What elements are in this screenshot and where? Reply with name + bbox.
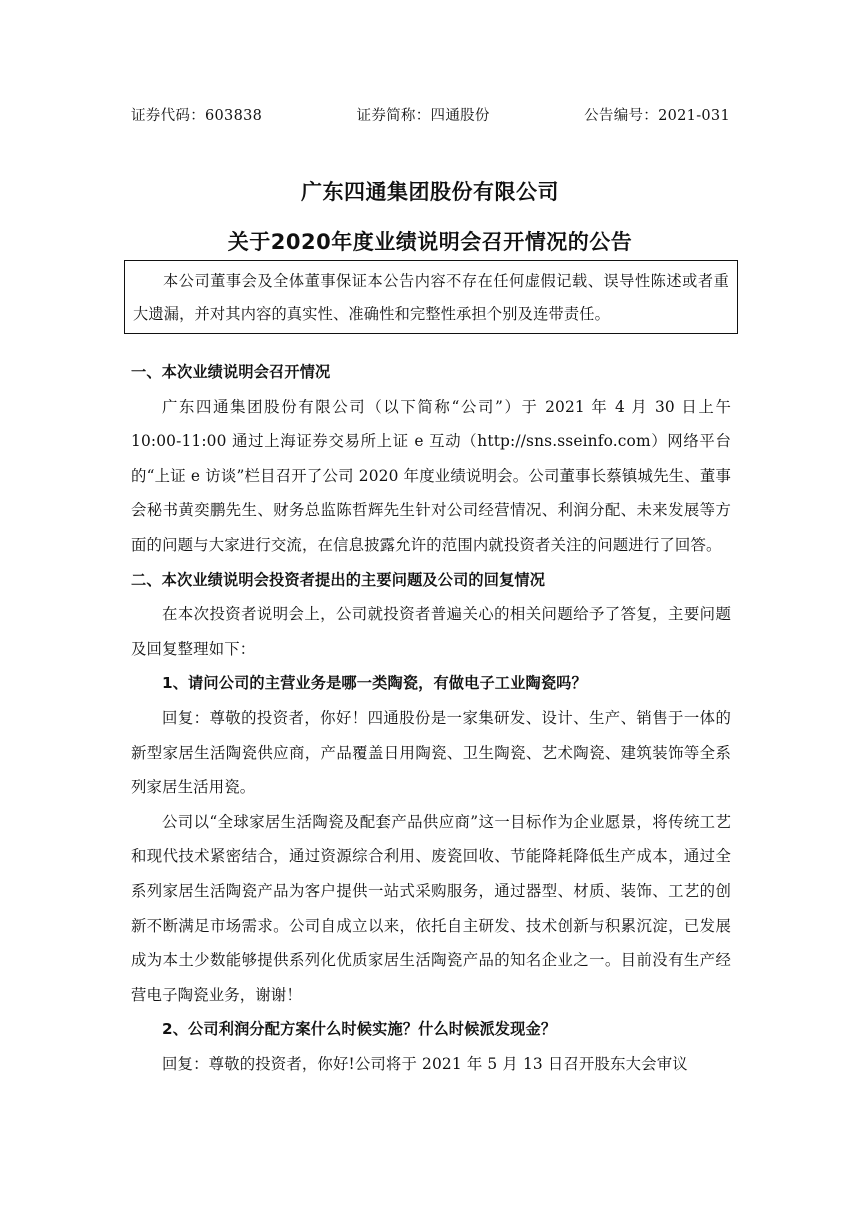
company-title: 广东四通集团股份有限公司 [301, 180, 559, 204]
section1-paragraph: 广东四通集团股份有限公司（以下简称“公司”）于 2021 年 4 月 30 日上午 10:00-11:00 通过上海证券交易所上证 e 互动（http://sns.sseinfo.com）网络平台的“上证 e 访谈”栏目召开了公司 2020 年度业绩说明会。公司董事长蔡镇城先生、董事会秘书黄奕鹏先生、财务总监陈哲辉先生针对公司经营情况、利润分配、未来发展等方面的问题与大家进行交流，在信息披露允许的范围内就投资者关注的问题进行了回答。 [131, 397, 731, 554]
section1-heading: 一、本次业绩说明会召开情况 [131, 363, 331, 381]
stock-abbreviation: 证券简称：四通股份 [356, 108, 490, 124]
stock-code: 证券代码：603838 [131, 108, 263, 124]
section2-heading: 二、本次业绩说明会投资者提出的主要问题及公司的回复情况 [131, 570, 546, 589]
question-2: 2、公司利润分配方案什么时候实施？什么时候派发现金？ [162, 1020, 557, 1039]
document-body [131, 355, 731, 1081]
question-1: 1、请问公司的主营业务是哪一类陶瓷，有做电子工业陶瓷吗？ [162, 674, 587, 693]
answer-2-paragraph-1: 回复：尊敬的投资者，你好!公司将于 2021 年 5 月 13 日召开股东大会审议 [162, 1054, 688, 1073]
board-guarantee-notice: 本公司董事会及全体董事保证本公告内容不存在任何虚假记载、误导性陈述或者重大遗漏，并对其内容的真实性、准确性和完整性承担个别及连带责任。 [124, 260, 738, 334]
answer-1-paragraph-1: 回复：尊敬的投资者，你好！四通股份是一家集研发、设计、生产、销售于一体的新型家居生活陶瓷供应商，产品覆盖日用陶瓷、卫生陶瓷、艺术陶瓷、建筑装饰等全系列家居生活用瓷。 [131, 708, 731, 797]
section2-intro: 在本次投资者说明会上，公司就投资者普遍关心的相关问题给予了答复，主要问题及回复整理如下： [131, 605, 731, 658]
answer-1-paragraph-2: 公司以“全球家居生活陶瓷及配套产品供应商”这一目标作为企业愿景，将传统工艺和现代技术紧密结合，通过资源综合利用、废瓷回收、节能降耗降低生产成本，通过全系列家居生活陶瓷产品为客户提供一站式采购服务，通过器型、材质、装饰、工艺的创新不断满足市场需求。公司自成立以来，依托自主研发、技术创新与积累沉淀，已发展成为本土少数能够提供系列化优质家居生活陶瓷产品的知名企业之一。目前没有生产经营电子陶瓷业务，谢谢！ [131, 812, 731, 1004]
document-header [131, 104, 730, 125]
announcement-number: 公告编号：2021-031 [584, 108, 730, 124]
announcement-title: 关于2020年度业绩说明会召开情况的公告 [227, 230, 633, 254]
